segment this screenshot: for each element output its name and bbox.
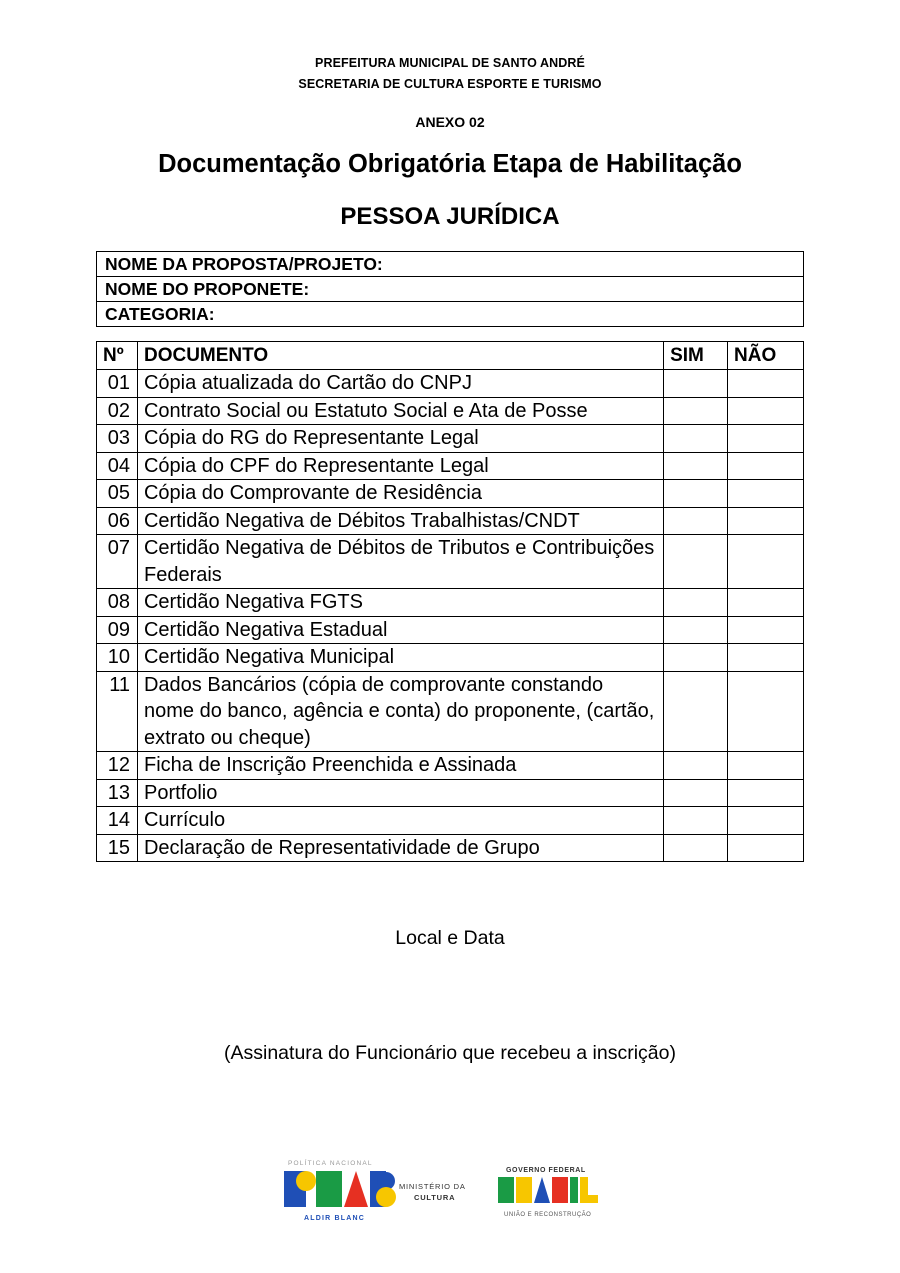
yes-checkbox-cell[interactable] (664, 834, 728, 862)
document-name: Certidão Negativa Estadual (137, 616, 663, 644)
table-row (97, 452, 804, 480)
no-checkbox-cell[interactable] (728, 507, 804, 535)
brasil-letter-s (552, 1177, 568, 1203)
row-number: 10 (97, 644, 138, 672)
document-name: Certidão Negativa de Débitos de Tributos e Contribuições Federais (137, 535, 663, 589)
document-name: Cópia atualizada do Cartão do CNPJ (137, 370, 663, 398)
no-checkbox-cell[interactable] (728, 616, 804, 644)
annex-label: ANEXO 02 (415, 114, 485, 130)
yes-checkbox-cell[interactable] (664, 644, 728, 672)
table-row (97, 425, 804, 453)
table-row (97, 779, 804, 807)
no-checkbox-cell[interactable] (728, 452, 804, 480)
document-name: Currículo (137, 807, 663, 835)
table-row (97, 507, 804, 535)
yes-checkbox-cell[interactable] (664, 589, 728, 617)
no-checkbox-cell[interactable] (728, 807, 804, 835)
field-proponent-name[interactable]: NOME DO PROPONETE: (97, 277, 804, 302)
row-number: 08 (97, 589, 138, 617)
field-proposal-name[interactable]: NOME DA PROPOSTA/PROJETO: (97, 252, 804, 277)
pnab-letter-a (344, 1171, 368, 1207)
info-row-proposal (97, 252, 804, 277)
brasil-letter-l-foot (580, 1195, 598, 1203)
document-name: Portfolio (137, 779, 663, 807)
row-number: 15 (97, 834, 138, 862)
no-checkbox-cell[interactable] (728, 397, 804, 425)
row-number: 04 (97, 452, 138, 480)
no-checkbox-cell[interactable] (728, 644, 804, 672)
checklist-header-row (97, 342, 804, 370)
row-number: 02 (97, 397, 138, 425)
info-row-proponent (97, 277, 804, 302)
no-checkbox-cell[interactable] (728, 779, 804, 807)
document-name: Cópia do RG do Representante Legal (137, 425, 663, 453)
field-category[interactable]: CATEGORIA: (97, 302, 804, 327)
pnab-top-text: POLÍTICA NACIONAL (288, 1160, 373, 1167)
row-number: 03 (97, 425, 138, 453)
table-row (97, 480, 804, 508)
ministry-line-2: CULTURA (414, 1193, 456, 1202)
pnab-logo (284, 1158, 396, 1222)
yes-checkbox-cell[interactable] (664, 507, 728, 535)
pnab-bottom-text: ALDIR BLANC (304, 1215, 366, 1222)
document-name: Dados Bancários (cópia de comprovante constando nome do banco, agência e conta) do proponente, (cartão, extrato ou cheque) (137, 671, 663, 752)
no-checkbox-cell[interactable] (728, 535, 804, 589)
no-checkbox-cell[interactable] (728, 425, 804, 453)
no-checkbox-cell[interactable] (728, 671, 804, 752)
document-name: Ficha de Inscrição Preenchida e Assinada (137, 752, 663, 780)
info-row-category (97, 302, 804, 327)
header-line-1: PREFEITURA MUNICIPAL DE SANTO ANDRÉ (315, 56, 585, 70)
table-row (97, 616, 804, 644)
header-document: DOCUMENTO (137, 342, 663, 370)
yes-checkbox-cell[interactable] (664, 370, 728, 398)
no-checkbox-cell[interactable] (728, 589, 804, 617)
yes-checkbox-cell[interactable] (664, 535, 728, 589)
table-row (97, 589, 804, 617)
ministry-of-culture-logo (399, 1182, 466, 1202)
row-number: 09 (97, 616, 138, 644)
document-checklist-table (96, 341, 804, 862)
document-name: Certidão Negativa de Débitos Trabalhistas/CNDT (137, 507, 663, 535)
proposal-info-table (96, 251, 804, 327)
page-title: Documentação Obrigatória Etapa de Habilitação (158, 150, 742, 178)
signature-caption: (Assinatura do Funcionário que recebeu a inscrição) (224, 1042, 676, 1064)
footer-logos (282, 1155, 622, 1225)
table-row (97, 644, 804, 672)
brasil-letter-i (570, 1177, 578, 1203)
table-row (97, 752, 804, 780)
brasil-letter-a (534, 1177, 550, 1203)
brasil-letter-r (516, 1177, 532, 1203)
table-row (97, 671, 804, 752)
pnab-letter-n (316, 1171, 342, 1207)
yes-checkbox-cell[interactable] (664, 480, 728, 508)
header-yes: SIM (664, 342, 728, 370)
yes-checkbox-cell[interactable] (664, 425, 728, 453)
row-number: 11 (97, 671, 138, 752)
document-name: Cópia do Comprovante de Residência (137, 480, 663, 508)
brasil-letter-b (498, 1177, 514, 1203)
document-name: Certidão Negativa FGTS (137, 589, 663, 617)
yes-checkbox-cell[interactable] (664, 671, 728, 752)
row-number: 13 (97, 779, 138, 807)
gov-line-2: UNIÃO E RECONSTRUÇÃO (504, 1212, 592, 1218)
pnab-letter-p-bowl (296, 1171, 316, 1191)
no-checkbox-cell[interactable] (728, 480, 804, 508)
governo-federal-brasil-logo (498, 1167, 598, 1218)
document-name: Declaração de Representatividade de Grupo (137, 834, 663, 862)
document-name: Cópia do CPF do Representante Legal (137, 452, 663, 480)
yes-checkbox-cell[interactable] (664, 616, 728, 644)
header-line-2: SECRETARIA DE CULTURA ESPORTE E TURISMO (298, 77, 602, 91)
row-number: 07 (97, 535, 138, 589)
row-number: 05 (97, 480, 138, 508)
table-row (97, 807, 804, 835)
table-row (97, 370, 804, 398)
table-row (97, 397, 804, 425)
row-number: 06 (97, 507, 138, 535)
no-checkbox-cell[interactable] (728, 752, 804, 780)
header-number: Nº (97, 342, 138, 370)
yes-checkbox-cell[interactable] (664, 452, 728, 480)
yes-checkbox-cell[interactable] (664, 752, 728, 780)
pnab-letter-b-bottom (376, 1187, 396, 1207)
yes-checkbox-cell[interactable] (664, 807, 728, 835)
gov-line-1: GOVERNO FEDERAL (506, 1167, 586, 1174)
yes-checkbox-cell[interactable] (664, 779, 728, 807)
table-row (97, 535, 804, 589)
local-and-date: Local e Data (395, 927, 505, 949)
row-number: 12 (97, 752, 138, 780)
document-name: Certidão Negativa Municipal (137, 644, 663, 672)
header-no: NÃO (728, 342, 804, 370)
no-checkbox-cell[interactable] (728, 370, 804, 398)
row-number: 01 (97, 370, 138, 398)
yes-checkbox-cell[interactable] (664, 397, 728, 425)
ministry-line-1: MINISTÉRIO DA (399, 1182, 466, 1191)
no-checkbox-cell[interactable] (728, 834, 804, 862)
row-number: 14 (97, 807, 138, 835)
document-name: Contrato Social ou Estatuto Social e Ata de Posse (137, 397, 663, 425)
table-row (97, 834, 804, 862)
page-subtitle: PESSOA JURÍDICA (340, 203, 560, 230)
